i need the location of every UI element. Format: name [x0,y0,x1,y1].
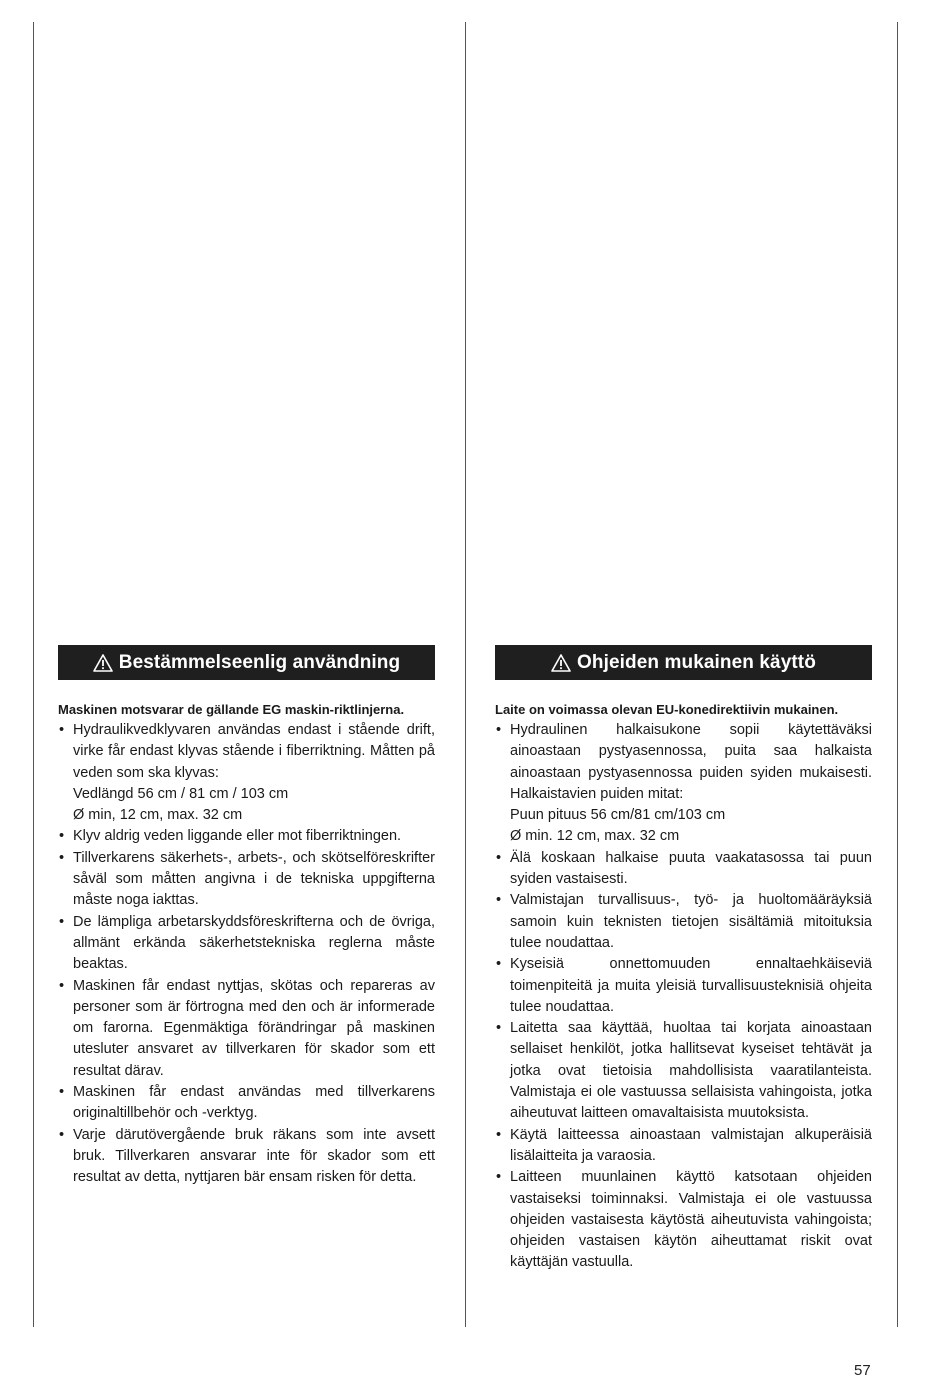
list-item: • Käytä laitteessa ainoastaan valmistajan alkuperäisiä lisälaitteita ja varaosia. [495,1125,872,1168]
intro-text: Laite on voimassa olevan EU-konedirektiivin mukainen. [495,702,839,717]
finnish-section [495,645,872,1274]
list-item: • Maskinen får endast användas med tillverkarens originaltillbehör och -verktyg. [58,1082,435,1125]
warning-triangle-icon [93,653,113,673]
log-length-spec: Vedlängd 56 cm / 81 cm / 103 cm [73,785,289,802]
intro-text: Maskinen motsvarar de gällande EG maskin-riktlinjerna. [58,702,405,717]
list-item-text: Hydraulikvedklyvaren användas endast i stående drift, virke får endast klyvas stående i fiberriktning. Måtten på veden som ska klyvas: [73,722,435,781]
center-divider-line [465,22,466,1327]
list-item-text: Hydraulinen halkaisukone sopii käytettäväksi ainoastaan pystyasennossa, puita saa halkaista ainoastaan pystyasennossa puiden syiden mukaisesti. Halkaistavien puiden mitat: [510,722,872,802]
section-heading: Ohjeiden mukainen käyttö [577,651,816,673]
list-item: • Klyv aldrig veden liggande eller mot fiberriktningen. [58,826,435,847]
list-item: • Kyseisiä onnettomuuden ennaltaehkäiseviä toimenpiteitä ja muita yleisiä turvallisuusteknisiä ohjeita tulee noudattaa. [495,954,872,1018]
list-item: • Varje därutövergående bruk räkans som inte avsett bruk. Tillverkaren ansvarar inte för skador som ett resultat av detta, nyttjaren bär ensam risken för detta. [58,1125,435,1189]
left-margin-line [33,22,34,1327]
list-item: • Älä koskaan halkaise puuta vaakatasossa tai puun syiden vastaisesti. [495,848,872,891]
page-number: 57 [854,1362,871,1379]
swedish-section [58,645,435,1189]
list-item: • Tillverkarens säkerhets-, arbets-, och skötselföreskrifter såväl som måtten angivna i de tekniska uppgifterna måste noga iakttas. [58,848,435,912]
section-heading-bar [58,645,435,680]
list-item [495,720,872,848]
list-item: • Maskinen får endast nyttjas, skötas och repareras av personer som är förtrogna med den och är informerade om farorna. Egenmäktiga förändringar på maskinen utesluter ansvaret av tillverkaren för skador som ett resultat därav. [58,976,435,1082]
log-length-spec: Puun pituus 56 cm/81 cm/103 cm [510,807,726,824]
warning-triangle-icon [551,653,571,673]
list-item: • Laitetta saa käyttää, huoltaa tai korjata ainoastaan sellaiset henkilöt, jotka hallitsevat kyseiset tehtävät ja jotka ovat tietoisia mahdollisista vaaratilanteista. Valmistaja ei ole vastuussa sellaisista vahingoista, jotka aiheutuvat laitteen omavaltaisista muutoksista. [495,1018,872,1124]
list-item: • Valmistajan turvallisuus-, työ- ja huoltomääräyksiä samoin kuin teknisten tietojen sisältämiä mitoituksia tulee noudattaa. [495,890,872,954]
log-diameter-spec: Ø min, 12 cm, max. 32 cm [73,807,243,824]
bullet-list [58,720,435,1189]
list-item: • De lämpliga arbetarskyddsföreskrifterna och de övriga, allmänt erkända säkerhetstekniska reglerna måste beaktas. [58,912,435,976]
list-item: • Laitteen muunlainen käyttö katsotaan ohjeiden vastaiseksi toiminnaksi. Valmistaja ei ole vastuussa ohjeiden vastaisesta käytöstä aiheutuvista vahingoista; ohjeiden vastaisen käytön aiheuttamat riskit ovat käyttäjän vastuulla. [495,1167,872,1273]
list-item [58,720,435,826]
section-heading: Bestämmelseenlig användning [118,651,401,673]
section-heading-bar [495,645,872,680]
right-margin-line [897,22,898,1327]
log-diameter-spec: Ø min. 12 cm, max. 32 cm [510,828,680,845]
bullet-list [495,720,872,1274]
